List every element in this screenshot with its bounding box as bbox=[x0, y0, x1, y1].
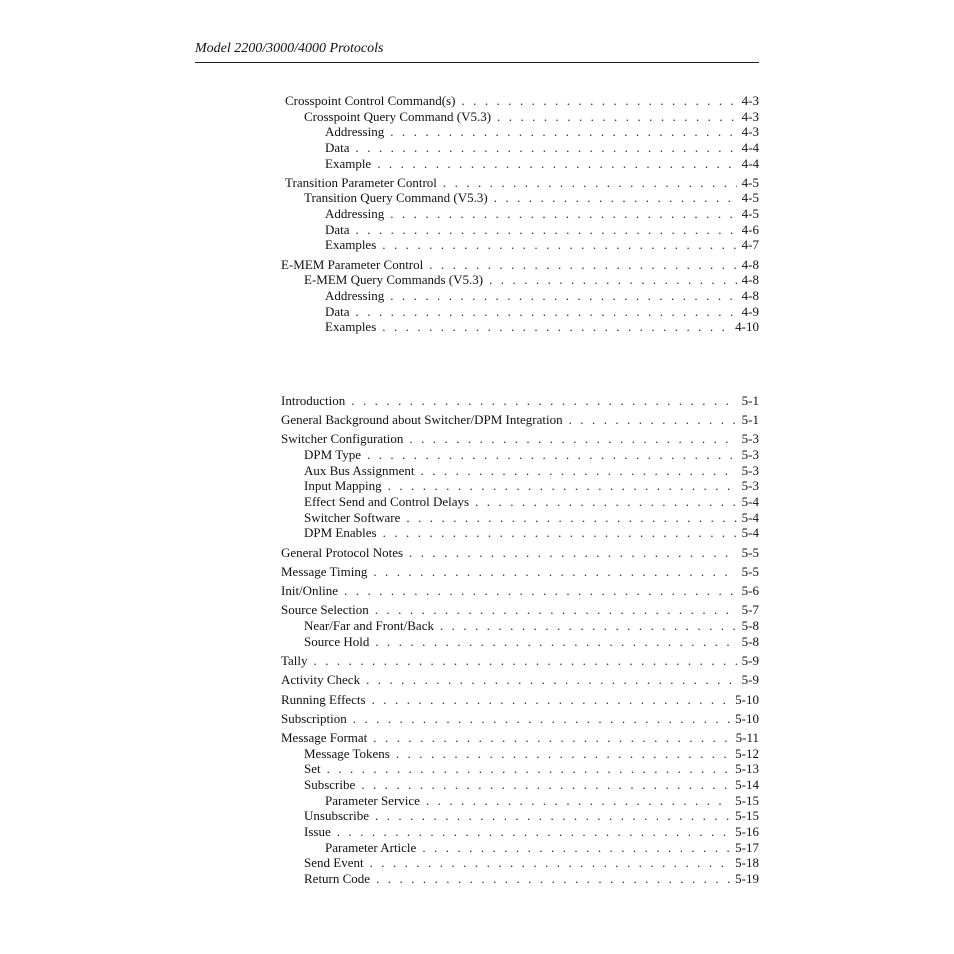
toc-entry[interactable] bbox=[325, 304, 759, 320]
dot-leader bbox=[390, 288, 736, 304]
toc-page: 4-8 bbox=[741, 257, 759, 272]
toc-entry[interactable] bbox=[325, 140, 759, 156]
toc-label: Crosspoint Control Command(s) bbox=[285, 93, 456, 108]
toc-page: 5-19 bbox=[735, 871, 759, 886]
toc-entry[interactable] bbox=[304, 463, 759, 479]
dot-leader bbox=[409, 545, 737, 561]
toc-entry[interactable] bbox=[325, 156, 759, 172]
toc-label: Switcher Software bbox=[304, 510, 401, 525]
toc-entry[interactable] bbox=[281, 692, 759, 708]
toc-page: 5-11 bbox=[735, 730, 759, 745]
toc-label: Subscription bbox=[281, 711, 347, 726]
toc-entry[interactable] bbox=[281, 257, 759, 273]
toc-label: DPM Enables bbox=[304, 525, 377, 540]
dot-leader bbox=[421, 463, 737, 479]
toc-page: 5-10 bbox=[735, 711, 759, 726]
toc-page: 4-3 bbox=[741, 109, 759, 124]
toc-entry[interactable] bbox=[304, 525, 759, 541]
toc-page: 5-9 bbox=[741, 653, 759, 668]
dot-leader bbox=[375, 602, 737, 618]
toc-page: 4-8 bbox=[741, 272, 759, 287]
dot-leader bbox=[497, 109, 737, 125]
dot-leader bbox=[356, 140, 737, 156]
toc-page: 5-17 bbox=[735, 840, 759, 855]
toc-entry[interactable] bbox=[325, 222, 759, 238]
toc-entry[interactable] bbox=[285, 93, 759, 109]
toc-entry[interactable] bbox=[304, 510, 759, 526]
dot-leader bbox=[373, 730, 730, 746]
toc-entry[interactable] bbox=[325, 319, 759, 335]
toc-entry[interactable] bbox=[304, 761, 759, 777]
dot-leader bbox=[443, 175, 737, 191]
toc-page: 5-7 bbox=[741, 602, 759, 617]
toc-entry[interactable] bbox=[281, 730, 759, 746]
dot-leader bbox=[327, 761, 731, 777]
toc-page: 5-10 bbox=[735, 692, 759, 707]
toc-entry[interactable] bbox=[281, 672, 759, 688]
toc-label: Subscribe bbox=[304, 777, 356, 792]
toc-page: 5-18 bbox=[735, 855, 759, 870]
toc-label: Near/Far and Front/Back bbox=[304, 618, 434, 633]
dot-leader bbox=[489, 272, 737, 288]
toc-page: 4-8 bbox=[741, 288, 759, 303]
toc-page: 5-13 bbox=[735, 761, 759, 776]
toc-label: Effect Send and Control Delays bbox=[304, 494, 470, 509]
toc-page: 5-16 bbox=[735, 824, 759, 839]
toc-page: 5-3 bbox=[741, 478, 759, 493]
toc-entry[interactable] bbox=[304, 447, 759, 463]
dot-leader bbox=[494, 190, 737, 206]
dot-leader bbox=[461, 93, 736, 109]
toc-label: Data bbox=[325, 304, 350, 319]
toc-label: Activity Check bbox=[281, 672, 361, 687]
toc-entry[interactable] bbox=[281, 711, 759, 727]
dot-leader bbox=[373, 564, 736, 580]
dot-leader bbox=[406, 510, 736, 526]
toc-page: 4-6 bbox=[741, 222, 759, 237]
toc-entry[interactable] bbox=[281, 583, 759, 599]
toc-page: 5-4 bbox=[741, 494, 759, 509]
dot-leader bbox=[382, 319, 730, 335]
toc-label: Message Tokens bbox=[304, 746, 390, 761]
toc-page: 5-8 bbox=[741, 618, 759, 633]
toc-page: 5-15 bbox=[735, 808, 759, 823]
dot-leader bbox=[372, 692, 731, 708]
toc-page: 5-15 bbox=[735, 793, 759, 808]
toc-page: 5-12 bbox=[735, 746, 759, 761]
toc-label: DPM Type bbox=[304, 447, 361, 462]
toc-label: General Protocol Notes bbox=[281, 545, 404, 560]
toc-entry[interactable] bbox=[304, 190, 759, 206]
toc-entry[interactable] bbox=[281, 653, 759, 669]
toc-entry[interactable] bbox=[304, 855, 759, 871]
toc-label: Parameter Article bbox=[325, 840, 417, 855]
toc-page: 5-9 bbox=[741, 672, 759, 687]
toc-entry[interactable] bbox=[281, 431, 759, 447]
dot-leader bbox=[569, 412, 737, 428]
toc-label: Message Timing bbox=[281, 564, 368, 579]
toc-label: Tally bbox=[281, 653, 308, 668]
toc-label: Addressing bbox=[325, 124, 385, 139]
toc-page: 5-3 bbox=[741, 431, 759, 446]
toc-entry[interactable] bbox=[325, 793, 759, 809]
dot-leader bbox=[375, 808, 730, 824]
toc-entry[interactable] bbox=[281, 412, 759, 428]
toc-label: Source Hold bbox=[304, 634, 370, 649]
toc-label: Running Effects bbox=[281, 692, 366, 707]
toc-label: Crosspoint Query Command (V5.3) bbox=[304, 109, 492, 124]
toc-entry[interactable] bbox=[304, 746, 759, 762]
toc-entry[interactable] bbox=[285, 175, 759, 191]
toc-entry[interactable] bbox=[304, 494, 759, 510]
toc-label: Source Selection bbox=[281, 602, 369, 617]
dot-leader bbox=[361, 777, 730, 793]
dot-leader bbox=[366, 672, 737, 688]
dot-leader bbox=[426, 793, 730, 809]
dot-leader bbox=[356, 304, 737, 320]
dot-leader bbox=[314, 653, 737, 669]
dot-leader bbox=[429, 257, 736, 273]
dot-leader bbox=[382, 237, 736, 253]
toc-entry[interactable] bbox=[304, 824, 759, 840]
dot-leader bbox=[396, 746, 730, 762]
toc-page: 5-3 bbox=[741, 447, 759, 462]
toc-label: Transition Query Command (V5.3) bbox=[304, 190, 488, 205]
dot-leader bbox=[440, 618, 737, 634]
toc-page: 5-6 bbox=[741, 583, 759, 598]
toc-entry[interactable] bbox=[325, 237, 759, 253]
toc-label: Parameter Service bbox=[325, 793, 420, 808]
toc-page: 4-3 bbox=[741, 124, 759, 139]
toc-label: Switcher Configuration bbox=[281, 431, 404, 446]
dot-leader bbox=[351, 393, 736, 409]
toc-page: 5-1 bbox=[741, 393, 759, 408]
toc-entry[interactable] bbox=[304, 478, 759, 494]
toc-page: 5-5 bbox=[741, 564, 759, 579]
toc-page: 4-5 bbox=[741, 206, 759, 221]
toc-entry[interactable] bbox=[281, 602, 759, 618]
dot-leader bbox=[367, 447, 737, 463]
dot-leader bbox=[344, 583, 737, 599]
toc-label: Data bbox=[325, 222, 350, 237]
dot-leader bbox=[356, 222, 737, 238]
toc-entry[interactable] bbox=[304, 777, 759, 793]
toc-page: 5-14 bbox=[735, 777, 759, 792]
dot-leader bbox=[422, 840, 730, 856]
toc-label: Addressing bbox=[325, 288, 385, 303]
toc-page: 4-5 bbox=[741, 175, 759, 190]
toc-entry[interactable] bbox=[304, 634, 759, 650]
dot-leader bbox=[475, 494, 737, 510]
toc-label: Transition Parameter Control bbox=[285, 175, 437, 190]
toc-entry[interactable] bbox=[325, 840, 759, 856]
toc-label: Send Event bbox=[304, 855, 364, 870]
toc-label: E-MEM Parameter Control bbox=[281, 257, 424, 272]
toc-entry[interactable] bbox=[281, 545, 759, 561]
dot-leader bbox=[388, 478, 737, 494]
toc-page: 4-5 bbox=[741, 190, 759, 205]
dot-leader bbox=[390, 124, 736, 140]
toc-label: Examples bbox=[325, 237, 377, 252]
toc-entry[interactable] bbox=[325, 124, 759, 140]
toc-page: 5-8 bbox=[741, 634, 759, 649]
toc-page: 4-9 bbox=[741, 304, 759, 319]
toc-label: Examples bbox=[325, 319, 377, 334]
dot-leader bbox=[337, 824, 730, 840]
dot-leader bbox=[409, 431, 736, 447]
toc-page: 5-4 bbox=[741, 525, 759, 540]
toc-label: Return Code bbox=[304, 871, 371, 886]
dot-leader bbox=[390, 206, 736, 222]
toc-label: Example bbox=[325, 156, 372, 171]
dot-leader bbox=[376, 871, 730, 887]
toc-page: 5-3 bbox=[741, 463, 759, 478]
toc-label: Init/Online bbox=[281, 583, 339, 598]
dot-leader bbox=[383, 525, 737, 541]
toc-label: Aux Bus Assignment bbox=[304, 463, 415, 478]
toc-entry[interactable] bbox=[281, 393, 759, 409]
toc-entry[interactable] bbox=[304, 618, 759, 634]
toc-entry[interactable] bbox=[281, 564, 759, 580]
toc-page: 4-3 bbox=[741, 93, 759, 108]
running-header: Model 2200/3000/4000 Protocols bbox=[195, 41, 384, 56]
toc-label: Unsubscribe bbox=[304, 808, 369, 823]
dot-leader bbox=[353, 711, 730, 727]
toc-page: 4-4 bbox=[741, 140, 759, 155]
dot-leader bbox=[375, 634, 736, 650]
toc-page: 4-4 bbox=[741, 156, 759, 171]
dot-leader bbox=[370, 855, 731, 871]
toc-page: 5-1 bbox=[741, 412, 759, 427]
toc-label: Data bbox=[325, 140, 350, 155]
toc-entry[interactable] bbox=[304, 871, 759, 887]
toc-label: Addressing bbox=[325, 206, 385, 221]
toc-page: 5-4 bbox=[741, 510, 759, 525]
toc-label: Message Format bbox=[281, 730, 368, 745]
toc-entry[interactable] bbox=[325, 206, 759, 222]
toc-entry[interactable] bbox=[304, 272, 759, 288]
toc-entry[interactable] bbox=[304, 109, 759, 125]
toc-label: E-MEM Query Commands (V5.3) bbox=[304, 272, 484, 287]
toc-label: Input Mapping bbox=[304, 478, 382, 493]
toc-label: Set bbox=[304, 761, 321, 776]
toc-label: General Background about Switcher/DPM Integration bbox=[281, 412, 563, 427]
toc-label: Issue bbox=[304, 824, 331, 839]
toc-entry[interactable] bbox=[304, 808, 759, 824]
toc-page: 4-10 bbox=[735, 319, 759, 334]
dot-leader bbox=[377, 156, 736, 172]
toc-page: 4-7 bbox=[741, 237, 759, 252]
toc-label: Introduction bbox=[281, 393, 346, 408]
toc-entry[interactable] bbox=[325, 288, 759, 304]
toc-page: 5-5 bbox=[741, 545, 759, 560]
